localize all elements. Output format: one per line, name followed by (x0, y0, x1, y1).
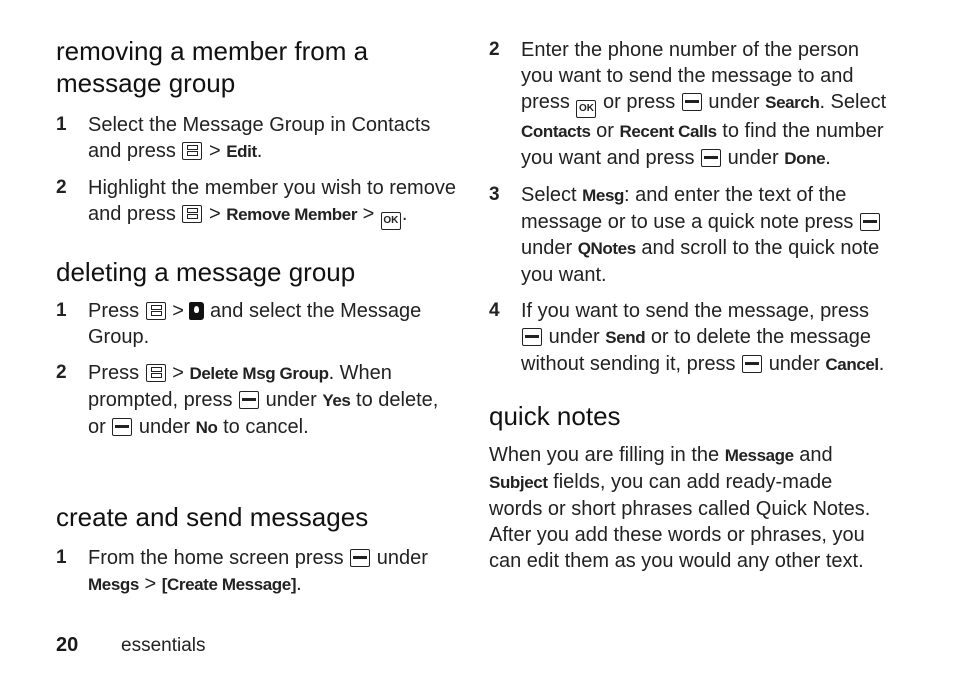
soft-key-icon (742, 355, 762, 373)
heading-delete-group: deleting a message group (56, 257, 356, 287)
step-number: 2 (489, 39, 500, 60)
keyword-done: Done (784, 149, 826, 168)
step-number: 1 (56, 547, 67, 568)
soft-key-icon (860, 213, 880, 231)
soft-key-icon (701, 149, 721, 167)
step-number: 2 (56, 177, 67, 198)
keyword-no: No (195, 418, 218, 437)
keyword-qnotes: QNotes (577, 239, 636, 258)
keyword-message: Message (724, 446, 794, 465)
keyword-search: Search (765, 93, 820, 112)
quick-notes-paragraph: When you are filling in the Message and Subject fields, you can add ready-made words or short phrases called Quick Notes. After you add these words or phrases, you can edit them as you would any other text. (489, 444, 871, 572)
heading-remove-member: removing a member from a message group (56, 36, 369, 98)
keyword-send: Send (605, 328, 646, 347)
contacts-book-icon (189, 302, 204, 320)
keyword-delete-msg-group: Delete Msg Group (189, 364, 329, 383)
soft-key-icon (682, 93, 702, 111)
soft-key-icon (112, 418, 132, 436)
step-number: 1 (56, 114, 67, 135)
soft-key-icon (239, 391, 259, 409)
step-remove-1: 1 Select the Message Group in Contacts and press > Edit. (56, 114, 431, 162)
menu-key-icon (146, 364, 166, 382)
step-number: 2 (56, 362, 67, 383)
keyword-mesg: Mesg (582, 186, 625, 205)
ok-key-icon: OK (576, 100, 596, 118)
step-send-3: 3 Select Mesg: and enter the text of the message or to use a quick note press under QNotes and scroll to the quick note you want. (489, 184, 880, 286)
step-delete-2: 2 Press > Delete Msg Group. When prompted, press under Yes to delete, or under No to cancel. (56, 362, 439, 438)
page-number: 20 (56, 634, 79, 656)
step-number: 3 (489, 184, 500, 205)
menu-key-icon (182, 205, 202, 223)
step-send-2: 2 Enter the phone number of the person you want to send the message to and press OK or press under Search. Select Contacts or Recent Calls to find the number you want and press under Done. (489, 39, 887, 169)
step-delete-1: 1 Press > and select the Message Group. (56, 300, 422, 348)
keyword-subject: Subject (489, 473, 548, 492)
heading-create-send: create and send messages (56, 502, 369, 532)
keyword-mesgs: Mesgs (88, 575, 139, 594)
step-send-4: 4 If you want to send the message, press under Send or to delete the message without sending it, press under Cancel. (489, 300, 885, 375)
step-remove-2: 2 Highlight the member you wish to remove and press > Remove Member > OK . (56, 175, 456, 230)
keyword-recent-calls: Recent Calls (619, 122, 717, 141)
right-column (489, 0, 889, 574)
keyword-remove-member: Remove Member (226, 205, 358, 224)
left-column (56, 0, 456, 598)
keyword-contacts: Contacts (521, 122, 591, 141)
keyword-yes: Yes (322, 391, 351, 410)
menu-key-icon (182, 142, 202, 160)
step-create-1: 1 From the home screen press under Mesgs > [Create Message]. (56, 547, 428, 595)
heading-quick-notes: quick notes (489, 401, 621, 431)
keyword-cancel: Cancel (825, 355, 879, 374)
keyword-create-message: [Create Message] (161, 575, 297, 594)
soft-key-icon (522, 328, 542, 346)
soft-key-icon (350, 549, 370, 567)
keyword-edit: Edit (226, 142, 257, 161)
step-number: 4 (489, 300, 500, 321)
section-label: essentials (121, 635, 206, 656)
step-number: 1 (56, 300, 67, 321)
ok-key-icon: OK (381, 212, 401, 230)
menu-key-icon (146, 302, 166, 320)
